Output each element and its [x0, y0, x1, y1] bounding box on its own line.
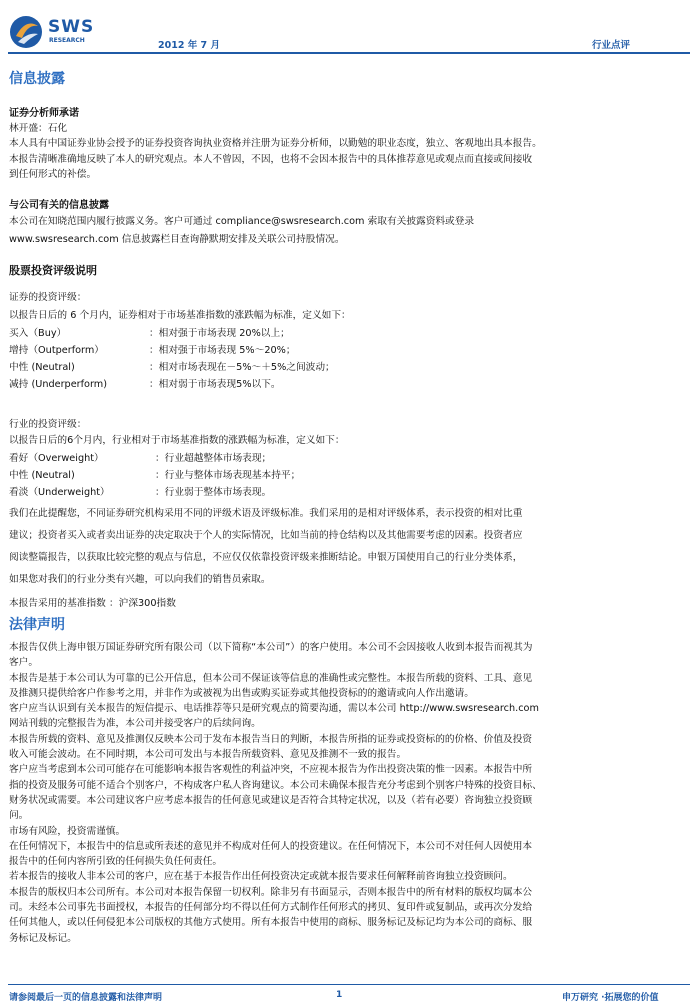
legal-line: 市场有风险，投资需谨慎。: [9, 825, 126, 837]
rating-note-line: 阅读整篇报告，以获取比较完整的观点与信息，不应仅仅依靠投资评级来推断结论。申银万国使用自己的行业分类体系，: [9, 552, 523, 563]
benchmark-index: 本报告采用的基准指数 ：沪深300指数: [9, 598, 176, 609]
footer-divider: [8, 984, 690, 985]
industry-rating-heading: 行业的投资评级：: [9, 419, 87, 430]
legal-title: 法律声明: [9, 617, 65, 633]
legal-line: 问。: [9, 810, 29, 822]
footer-slogan: 申万研究 ·拓展您的价值: [562, 993, 659, 1003]
logo-text: SWS: [48, 17, 95, 37]
rating-key: 中性 (Neutral): [9, 470, 75, 481]
legal-line: 指的投资及服务可能不适合个别客户，不构成客户私人咨询建议。本公司未确保本报告充分考虑到个别客户特殊的投资目标、: [9, 779, 542, 791]
rating-key: 买入（Buy）: [9, 328, 67, 339]
stock-rating-heading: 证券的投资评级：: [9, 292, 87, 303]
legal-line: 本报告仅供上海申银万国证券研究所有限公司（以下简称“本公司”）的客户使用。本公司不会因接收人收到本报告而视其为: [9, 642, 533, 653]
analyst-line: 本报告清晰准确地反映了本人的研究观点。本人不曾因，不因，也将不会因本报告中的具体推荐意见或观点而直接或间接收: [9, 154, 533, 165]
rating-title: 股票投资评级说明: [9, 264, 97, 277]
rating-note-line: 我们在此提醒您，不同证券研究机构采用不同的评级术语及评级标准。我们采用的是相对评级体系，表示投资的相对比重: [9, 508, 523, 519]
report-category: 行业点评: [592, 40, 631, 51]
analyst-line: 到任何形式的补偿。: [9, 169, 97, 180]
legal-line: 司。未经本公司事先书面授权，本报告的任何部分均不得以任何方式制作任何形式的拷贝、复印件或复制品，或再次分发给: [9, 902, 533, 914]
rating-value: ：相对弱于市场表现5%以下。: [149, 379, 281, 390]
rating-key: 中性 (Neutral): [9, 362, 75, 373]
rating-value: ：行业与整体市场表现基本持平；: [155, 470, 301, 481]
industry-rating-row: [9, 467, 300, 484]
legal-line: 本报告是基于本公司认为可靠的已公开信息，但本公司不保证该等信息的准确性或完整性。本报告所载的资料、工具、意见: [9, 672, 533, 684]
analyst-heading: 证券分析师承诺: [9, 108, 79, 119]
legal-line: 务标记及标记。: [9, 932, 77, 944]
industry-rating-table: [9, 450, 300, 501]
legal-line: 若本报告的接收人非本公司的客户，应在基于本报告作出任何投资决定或就本报告要求任何解释前咨询独立投资顾问。: [9, 871, 513, 883]
legal-line: 客户应当认识到有关本报告的短信提示、电话推荐等只是研究观点的简要沟通，需以本公司 http://www.swsresearch.com: [9, 703, 539, 715]
header-divider: [8, 52, 690, 54]
company-heading: 与公司有关的信息披露: [9, 200, 109, 211]
industry-rating-row: [9, 450, 300, 467]
sws-logo: [8, 14, 148, 48]
rating-key: 看好（Overweight）: [9, 453, 104, 464]
disclosure-title: 信息披露: [9, 71, 65, 87]
legal-line: 本报告所载的资料、意见及推测仅反映本公司于发布本报告当日的判断，本报告所指的证券或投资标的的价格、价值及投资: [9, 733, 533, 745]
legal-line: 报告中的任何内容所引致的任何损失负任何责任。: [9, 856, 223, 868]
rating-value: ：行业超越整体市场表现；: [155, 453, 272, 464]
legal-line: 收入可能会波动。在不同时期，本公司可发出与本报告所载资料、意见及推测不一致的报告。: [9, 749, 407, 761]
stock-rating-desc: 以报告日后的 6 个月内，证券相对于市场基准指数的涨跌幅为标准，定义如下：: [9, 310, 351, 321]
legal-line: 客户。: [9, 657, 39, 669]
page-number: 1: [336, 990, 343, 1000]
rating-key: 看淡（Underweight）: [9, 487, 110, 498]
legal-line: 任何其他人，或以任何侵犯本公司版权的其他方式使用。所有本报告中使用的商标、服务标记及标记均为本公司的商标、服: [9, 917, 533, 929]
rating-note-line: 建议；投资者买入或者卖出证券的决定取决于个人的实际情况，比如当前的持仓结构以及其他需要考虑的因素。投资者应: [9, 530, 523, 541]
logo-subtext: RESEARCH: [49, 37, 85, 44]
stock-rating-row: [9, 359, 335, 376]
stock-rating-row: [9, 342, 335, 359]
stock-rating-row: [9, 376, 335, 393]
legal-line: 网站刊载的完整报告为准，本公司并接受客户的后续问询。: [9, 718, 261, 730]
rating-value: ：行业弱于整体市场表现。: [155, 487, 272, 498]
legal-line: 本报告的版权归本公司所有。本公司对本报告保留一切权利。除非另有书面显示，否则本报告中的所有材料的版权均属本公: [9, 886, 533, 898]
legal-body: [9, 640, 651, 946]
footer-disclaimer-link[interactable]: 请参阅最后一页的信息披露和法律声明: [9, 993, 163, 1003]
legal-line: 财务状况或需要。本公司建议客户应考虑本报告的任何意见或建议是否符合其特定状况，以及（若有必要）咨询独立投资顾: [9, 794, 533, 806]
rating-key: 减持 (Underperform): [9, 379, 108, 390]
stock-rating-row: [9, 325, 335, 342]
company-line: www.swsresearch.com 信息披露栏目查询静默期安排及关联公司持股情况。: [9, 234, 345, 245]
analyst-name: 林开盛：石化: [9, 123, 68, 134]
report-date: 2012 年 7 月: [158, 40, 220, 51]
rating-key: 增持（Outperform）: [9, 345, 104, 356]
industry-rating-desc: 以报告日后的6个月内，行业相对于市场基准指数的涨跌幅为标准，定义如下：: [9, 435, 345, 446]
stock-rating-table: [9, 325, 335, 393]
legal-line: 客户应当考虑到本公司可能存在可能影响本报告客观性的利益冲突，不应视本报告为作出投资决策的惟一因素。本报告中所: [9, 764, 533, 776]
rating-value: ：相对市场表现在－5%～＋5%之间波动；: [149, 362, 335, 373]
industry-rating-row: [9, 484, 300, 501]
rating-note-line: 如果您对我们的行业分类有兴趣，可以向我们的销售员索取。: [9, 574, 271, 585]
rating-value: ：相对强于市场表现 5%～20%；: [149, 345, 296, 356]
legal-line: 及推测只提供给客户作参考之用，并非作为或被视为出售或购买证券或其他投资标的的邀请或向人作出邀请。: [9, 687, 474, 699]
analyst-line: 本人具有中国证券业协会授予的证券投资咨询执业资格并注册为证券分析师，以勤勉的职业态度，独立、客观地出具本报告。: [9, 138, 542, 149]
legal-line: 在任何情况下，本报告中的信息或所表述的意见并不构成对任何人的投资建议。在任何情况下，本公司不对任何人因使用本: [9, 840, 533, 852]
sws-logo-icon: [8, 14, 44, 50]
company-line: 本公司在知晓范围内履行披露义务。客户可通过 compliance@swsresearch.com 索取有关披露资料或登录: [9, 216, 475, 227]
rating-value: ：相对强于市场表现 20%以上；: [149, 328, 290, 339]
